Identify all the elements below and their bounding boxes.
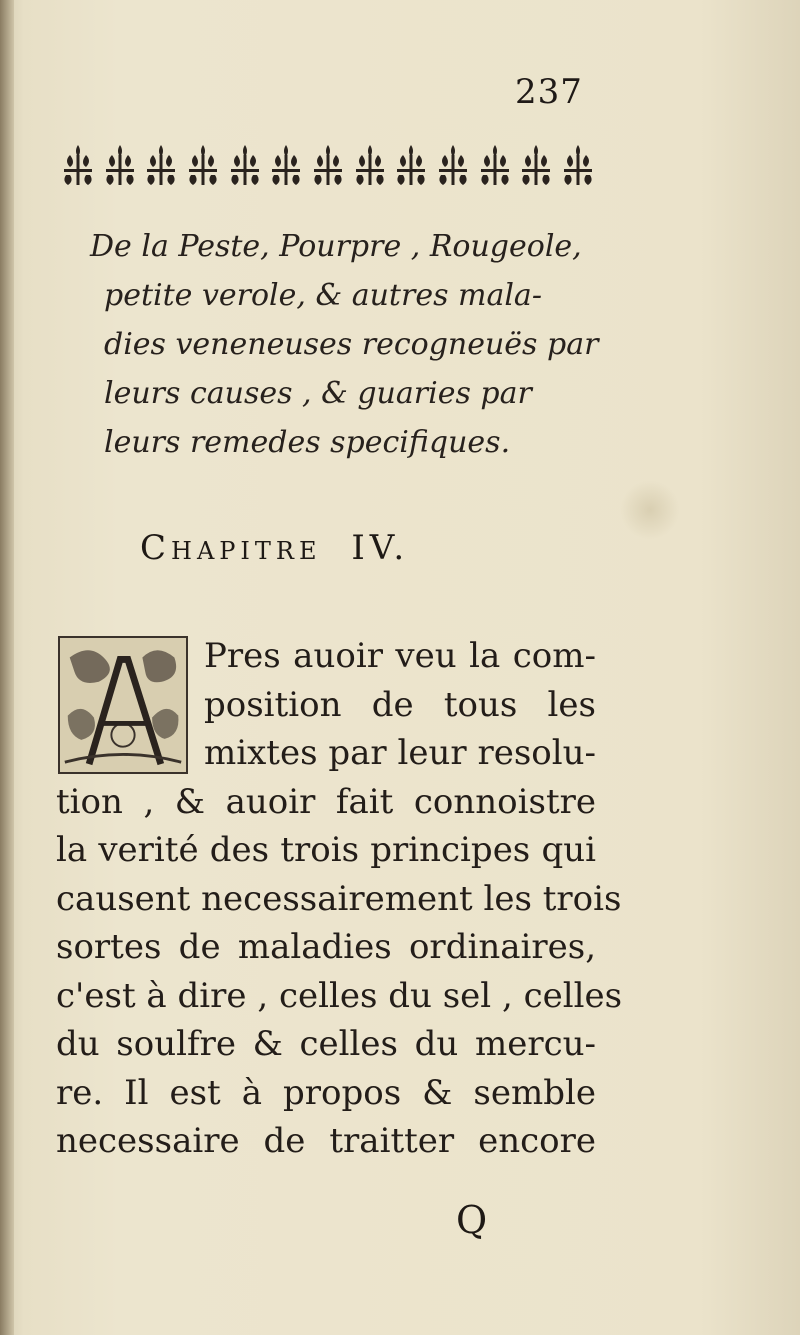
title-line-5: leurs remedes specifiques.	[104, 425, 511, 460]
chapter-word: Chapitre	[140, 528, 322, 568]
fleuron-icon	[475, 141, 515, 189]
body-line-2: position de tous les	[204, 684, 596, 725]
catchword: Q	[456, 1198, 488, 1242]
page-number: 237	[515, 72, 583, 112]
fleuron-icon	[433, 141, 473, 189]
body-line-4: tion , & auoir fait connoistre	[56, 781, 596, 822]
title-line-2: petite verole, & autres mala-	[104, 278, 542, 313]
paper-stain	[620, 480, 680, 540]
chapter-heading	[140, 528, 409, 568]
body-line-3: mixtes par leur resolu-	[204, 733, 596, 773]
body-text	[56, 632, 623, 1166]
body-line-8: c'est à dire , celles du sel , celles	[56, 975, 623, 1016]
fleuron-icon	[391, 141, 431, 189]
fleuron-icon	[225, 141, 265, 189]
body-line-9: du soulfre & celles du mercu-	[56, 1024, 596, 1064]
fleuron-icon	[100, 141, 140, 189]
chapter-numeral: IV.	[351, 528, 410, 568]
body-line-5: la verité des trois principes qui	[56, 830, 596, 870]
fleuron-icon	[558, 141, 598, 189]
fleuron-icon	[516, 141, 556, 189]
body-line-10: re. Il est à propos & semble	[56, 1072, 596, 1113]
fleuron-icon	[58, 141, 98, 189]
chapter-title	[90, 222, 610, 467]
ornament-band	[58, 140, 598, 190]
fleuron-icon	[183, 141, 223, 189]
fleuron-icon	[266, 141, 306, 189]
fleuron-icon	[141, 141, 181, 189]
body-line-11: necessaire de traitter encore	[56, 1121, 596, 1161]
title-line-3: dies veneneuses recogneuës par	[104, 327, 599, 362]
fleuron-icon	[308, 141, 348, 189]
fleuron-icon	[350, 141, 390, 189]
title-line-4: leurs causes , & guaries par	[104, 376, 532, 411]
binding-gutter	[0, 0, 14, 1335]
body-line-7: sortes de maladies ordinaires,	[56, 927, 596, 967]
body-line-6: causent necessairement les trois	[56, 878, 622, 919]
title-line-1: De la Peste, Pourpre , Rougeole,	[90, 229, 582, 264]
body-line-1: Pres auoir veu la com-	[204, 636, 596, 676]
